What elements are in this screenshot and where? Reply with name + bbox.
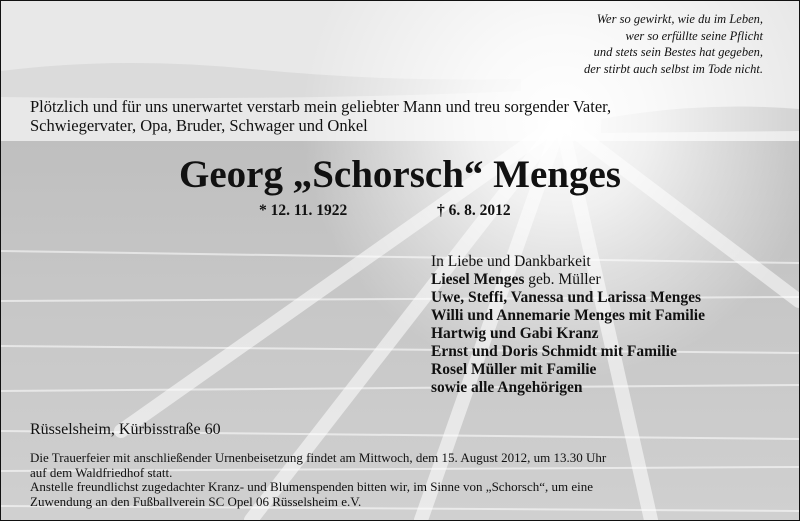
funeral-line: Zuwendung an den Fußballverein SC Opel 06 Rüsselsheim e.V. [30,493,362,509]
mourner-name: Rosel Müller mit Familie [431,361,597,378]
death-date: † 6. 8. 2012 [437,202,511,219]
mourner-line [431,361,705,379]
funeral-line: auf dem Waldfriedhof statt. [30,464,173,480]
mourner-name: Ernst und Doris Schmidt mit Familie [431,343,677,360]
intro-text [30,97,775,135]
quote-line: und stets sein Bestes hat gegeben, [593,45,763,59]
mourner-line [431,307,705,325]
intro-line: Plötzlich und für uns unerwartet verstarb mein geliebter Mann und treu sorgender Vater, [30,97,612,116]
funeral-line: Die Trauerfeier mit anschließender Urnenbeisetzung findet am Mittwoch, dem 15. August 2012, um 13.30 Uhr [30,450,607,465]
mourner-name: Hartwig und Gabi Kranz [431,325,599,342]
mourner-line [431,325,705,343]
mourner-line [431,289,705,307]
quote-line: wer so erfüllte seine Pflicht [625,28,763,43]
quote-line: der stirbt auch selbst im Tode nicht. [583,61,763,76]
birth-date: * 12. 11. 1922 [259,202,348,219]
mourner-name: Willi und Annemarie Menges mit Familie [431,307,705,324]
mourners-list [431,253,705,397]
funeral-details [30,451,790,509]
poem-quote [584,11,763,77]
funeral-line: Anstelle freundlichst zugedachter Kranz- und Blumenspenden bitten wir, im Sinne von „Schorsch“, um eine [30,479,594,494]
mourner-line [431,343,705,361]
mourner-name: Uwe, Steffi, Vanessa und Larissa Menges [431,289,701,306]
quote-line: Wer so gewirkt, wie du im Leben, [596,12,763,26]
spouse-name: Liesel Menges [431,271,525,288]
family-address: Rüsselsheim, Kürbisstraße 60 [30,421,221,438]
spouse-maiden-name: geb. Müller [524,271,601,288]
mourner-line [431,379,705,397]
mourner-spouse [431,271,705,289]
deceased-name: Georg „Schorsch“ Menges [179,153,621,196]
intro-line: Schwiegervater, Opa, Bruder, Schwager und Onkel [30,116,368,135]
mourners-heading: In Liebe und Dankbarkeit [431,253,591,270]
mourner-name: sowie alle Angehörigen [431,379,583,396]
